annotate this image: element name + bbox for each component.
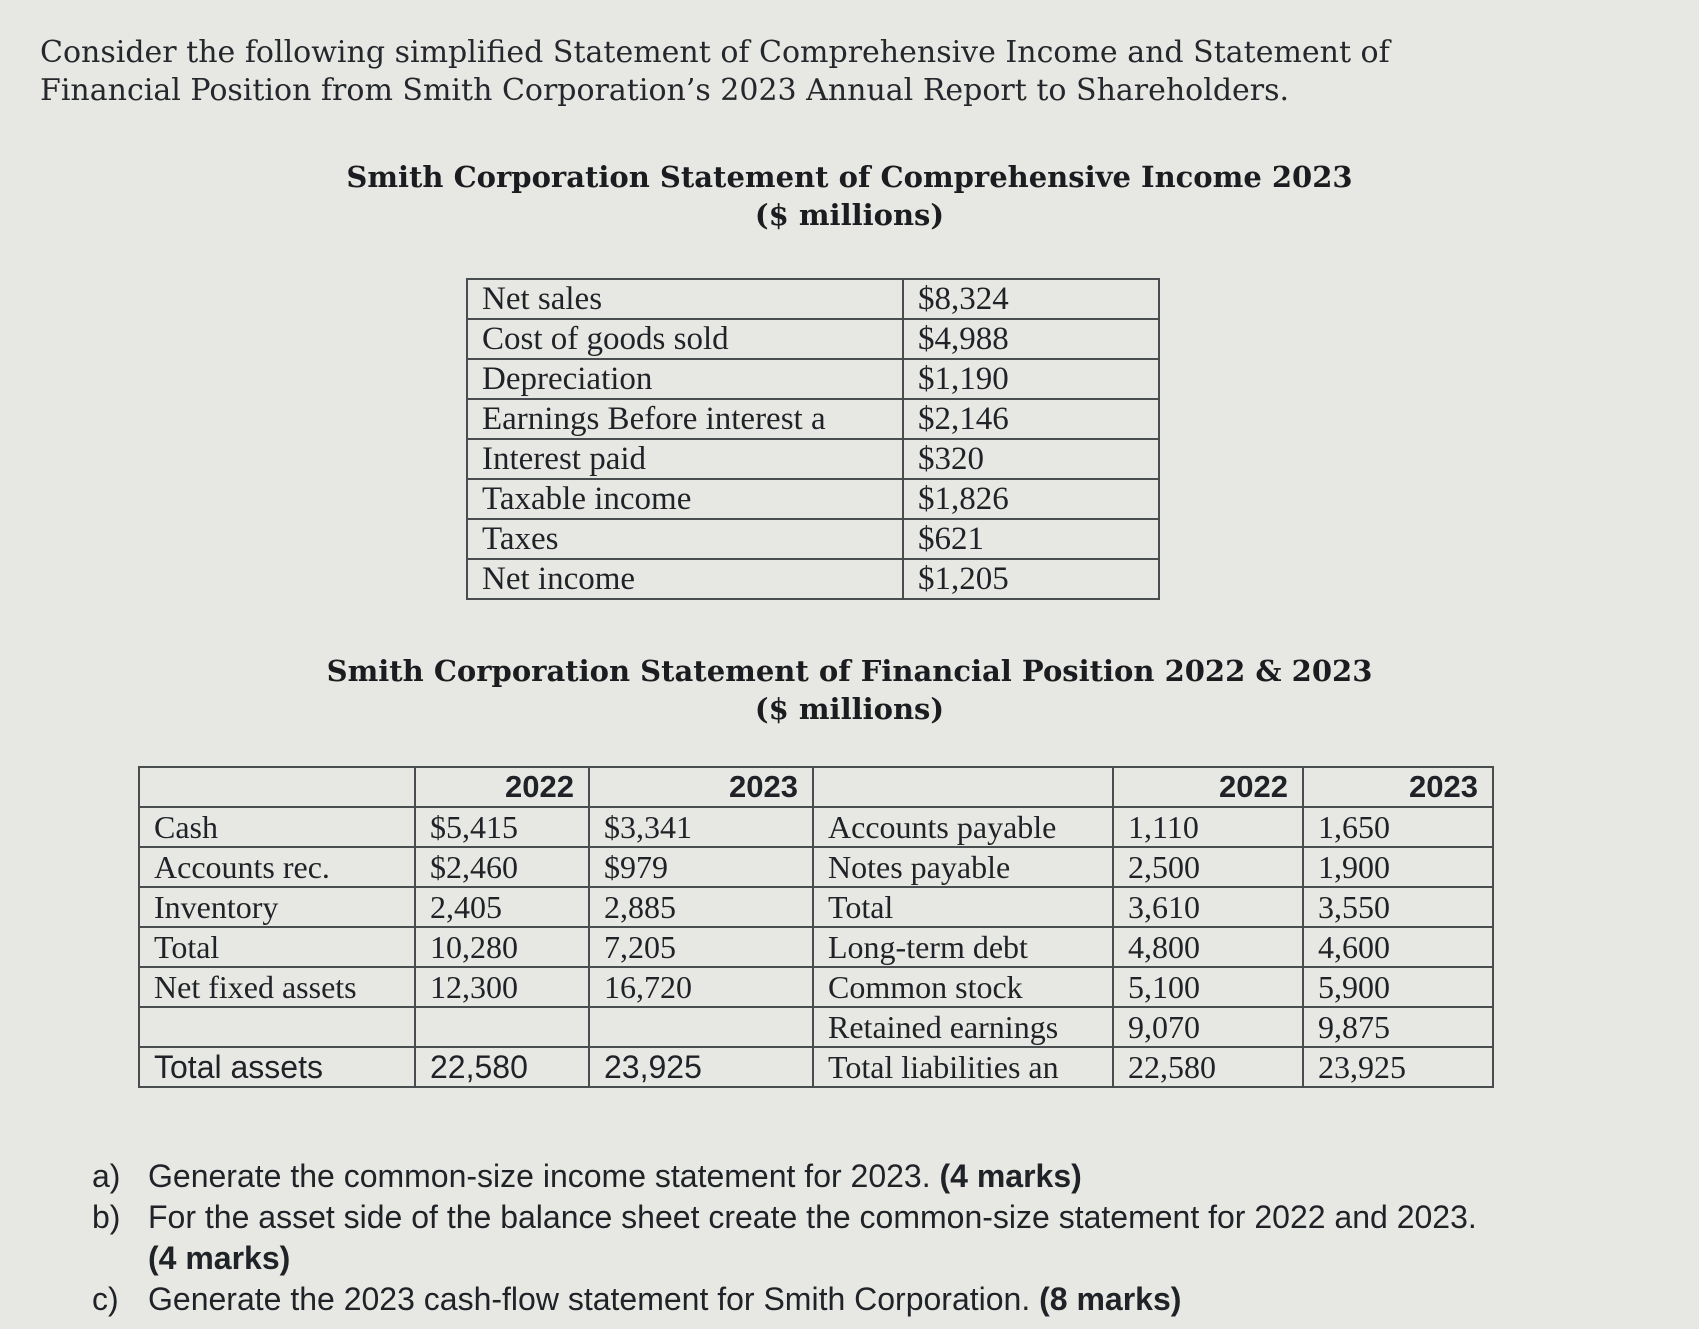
liability-label: Accounts payable (813, 807, 1113, 847)
blank-cell (813, 767, 1113, 807)
liability-2023: 5,900 (1303, 967, 1493, 1007)
question-c (92, 1279, 1672, 1320)
income-label: Cost of goods sold (467, 319, 903, 359)
asset-2023: $3,341 (589, 807, 813, 847)
asset-label: Total (139, 927, 415, 967)
income-label: Depreciation (467, 359, 903, 399)
liability-label: Total liabilities an (813, 1047, 1113, 1087)
assets-2023-header: 2023 (589, 767, 813, 807)
question-letter: c) (92, 1281, 119, 1317)
income-amount: $1,826 (903, 479, 1159, 519)
intro-text (40, 34, 1600, 110)
liability-2023: 3,550 (1303, 887, 1493, 927)
liability-2022: 22,580 (1113, 1047, 1303, 1087)
income-amount: $2,146 (903, 399, 1159, 439)
table-row (467, 279, 1159, 319)
question-a (92, 1156, 1672, 1197)
income-label: Taxable income (467, 479, 903, 519)
question-letter: b) (92, 1199, 121, 1235)
asset-2023: 7,205 (589, 927, 813, 967)
asset-label: Inventory (139, 887, 415, 927)
asset-2022: 10,280 (415, 927, 589, 967)
question-letter: a) (92, 1158, 121, 1194)
question-text: Generate the common-size income statement for 2023. (148, 1158, 931, 1194)
intro-line-1: Consider the following simplified Statement of Comprehensive Income and Statement of (40, 35, 1390, 70)
income-amount: $1,190 (903, 359, 1159, 399)
asset-2022: $2,460 (415, 847, 589, 887)
table-row (139, 967, 1493, 1007)
financial-position-title: Smith Corporation Statement of Financial Position 2022 & 2023 (326, 654, 1373, 688)
asset-2023: $979 (589, 847, 813, 887)
income-label: Taxes (467, 519, 903, 559)
asset-2023: 23,925 (589, 1047, 813, 1087)
table-row (139, 847, 1493, 887)
asset-label: Cash (139, 807, 415, 847)
table-row (467, 319, 1159, 359)
table-header-row (139, 767, 1493, 807)
table-row (139, 807, 1493, 847)
income-statement-units: ($ millions) (754, 198, 945, 232)
income-amount: $320 (903, 439, 1159, 479)
income-label: Earnings Before interest a (467, 399, 903, 439)
liability-label: Retained earnings (813, 1007, 1113, 1047)
financial-position-heading (0, 652, 1699, 728)
table-row (467, 519, 1159, 559)
asset-2022 (415, 1007, 589, 1047)
income-amount: $621 (903, 519, 1159, 559)
asset-2022: 22,580 (415, 1047, 589, 1087)
liabilities-2022-header: 2022 (1113, 767, 1303, 807)
liability-2022: 1,110 (1113, 807, 1303, 847)
income-amount: $8,324 (903, 279, 1159, 319)
asset-2022: 12,300 (415, 967, 589, 1007)
table-row (467, 439, 1159, 479)
question-text: For the asset side of the balance sheet create the common-size statement for 2022 and 2023. (148, 1199, 1477, 1235)
asset-2023 (589, 1007, 813, 1047)
financial-position-units: ($ millions) (754, 692, 945, 726)
income-amount: $1,205 (903, 559, 1159, 599)
liability-2023: 9,875 (1303, 1007, 1493, 1047)
asset-2022: 2,405 (415, 887, 589, 927)
liability-label: Common stock (813, 967, 1113, 1007)
blank-cell (139, 767, 415, 807)
assets-2022-header: 2022 (415, 767, 589, 807)
table-row (139, 1047, 1493, 1087)
asset-label: Net fixed assets (139, 967, 415, 1007)
table-row (467, 399, 1159, 439)
question-marks: (4 marks) (939, 1158, 1082, 1194)
liability-2022: 3,610 (1113, 887, 1303, 927)
income-statement-table (466, 278, 1160, 600)
income-statement-title: Smith Corporation Statement of Comprehensive Income 2023 (346, 160, 1353, 194)
financial-position-table (138, 766, 1494, 1088)
liability-2023: 23,925 (1303, 1047, 1493, 1087)
liability-2022: 5,100 (1113, 967, 1303, 1007)
income-label: Interest paid (467, 439, 903, 479)
table-row (467, 359, 1159, 399)
asset-2022: $5,415 (415, 807, 589, 847)
income-label: Net income (467, 559, 903, 599)
question-marks: (8 marks) (1039, 1281, 1182, 1317)
table-row (139, 887, 1493, 927)
asset-2023: 2,885 (589, 887, 813, 927)
question-marks: (4 marks) (148, 1240, 291, 1276)
table-row (139, 1007, 1493, 1047)
liability-2022: 2,500 (1113, 847, 1303, 887)
question-list (92, 1156, 1672, 1320)
question-text: Generate the 2023 cash-flow statement for Smith Corporation. (148, 1281, 1031, 1317)
liabilities-2023-header: 2023 (1303, 767, 1493, 807)
liability-2022: 4,800 (1113, 927, 1303, 967)
question-b (92, 1197, 1672, 1279)
income-statement-heading (0, 158, 1699, 234)
table-row (467, 559, 1159, 599)
liability-label: Long-term debt (813, 927, 1113, 967)
liability-2023: 4,600 (1303, 927, 1493, 967)
asset-label: Total assets (139, 1047, 415, 1087)
table-row (467, 479, 1159, 519)
income-amount: $4,988 (903, 319, 1159, 359)
liability-2023: 1,900 (1303, 847, 1493, 887)
liability-2023: 1,650 (1303, 807, 1493, 847)
liability-label: Notes payable (813, 847, 1113, 887)
asset-label: Accounts rec. (139, 847, 415, 887)
asset-label (139, 1007, 415, 1047)
asset-2023: 16,720 (589, 967, 813, 1007)
liability-label: Total (813, 887, 1113, 927)
intro-line-2: Financial Position from Smith Corporation’s 2023 Annual Report to Shareholders. (40, 73, 1290, 108)
table-row (139, 927, 1493, 967)
income-label: Net sales (467, 279, 903, 319)
liability-2022: 9,070 (1113, 1007, 1303, 1047)
